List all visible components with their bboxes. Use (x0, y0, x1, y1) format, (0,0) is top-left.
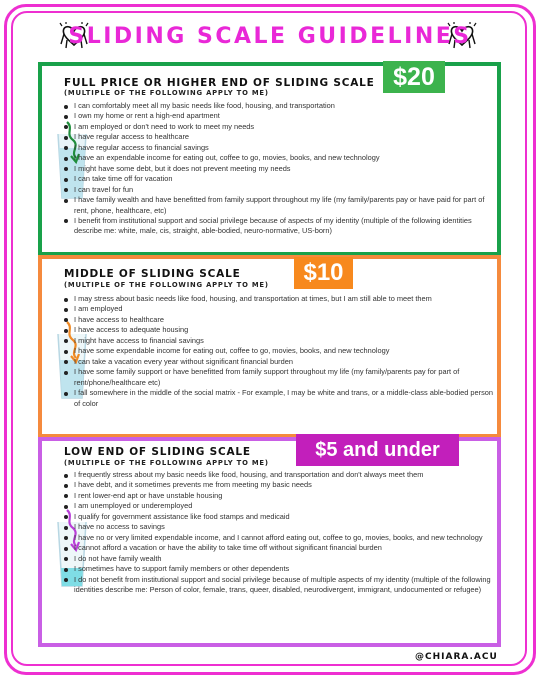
price-badge: $5 and under (296, 434, 459, 466)
section-heading: LOW END OF SLIDING SCALE (64, 446, 251, 458)
list-item: I have no access to savings (62, 522, 494, 532)
section-subheading: (MULTIPLE OF THE FOLLOWING APPLY TO ME) (64, 89, 269, 97)
list-item: I sometimes have to support family members or other dependents (62, 564, 494, 574)
list-item: I have regular access to healthcare (62, 132, 494, 142)
list-item: I may stress about basic needs like food, housing, and transportation at times, but I am still able to meet them (62, 294, 494, 304)
list-item: I am unemployed or underemployed (62, 501, 494, 511)
list-item: I might have access to financial savings (62, 336, 494, 346)
price-badge: $10 (294, 257, 353, 289)
list-item: I have access to healthcare (62, 315, 494, 325)
list-item: I benefit from institutional support and social privilege because of aspects of my identity (multiple of the following identities describe me: white, male, cis, straight, able-bodied, neuro-normative, US-born) (62, 216, 494, 237)
list-item: I can take time off for vacation (62, 174, 494, 184)
list-item: I have some family support or have benefitted from family support throughout my life (my family/parents pay for part of rent/phone/healthcare etc) (62, 367, 494, 388)
list-item: I rent lower-end apt or have unstable housing (62, 491, 494, 501)
page-title: SLIDING SCALE GUIDELINES (68, 24, 472, 49)
section-subheading: (MULTIPLE OF THE FOLLOWING APPLY TO ME) (64, 459, 269, 467)
list-item: I do not have family wealth (62, 554, 494, 564)
list-item: I can comfortably meet all my basic needs like food, housing, and transportation (62, 101, 494, 111)
list-item: I do not benefit from institutional support and social privilege because of multiple aspects of my identity (multiple of the following identities describe me: Person of color, female, trans, queer, disabled, neurodivergent, immigrant, undocumented or refugee) (62, 575, 494, 596)
list-item: I have family wealth and have benefitted from family support throughout my life (my family/parents pay or have paid for part of rent, phone, healthcare, etc) (62, 195, 494, 216)
list-item: I have access to adequate housing (62, 325, 494, 335)
list-item: I have no or very limited expendable income, and I cannot afford eating out, coffee to go, movies, books, and new technology (62, 533, 494, 543)
criteria-list (62, 470, 494, 595)
list-item: I fall somewhere in the middle of the social matrix - For example, I may be white and trans, or a middle-class able-bodied person of color (62, 388, 494, 409)
criteria-list (62, 101, 494, 237)
list-item: I can travel for fun (62, 185, 494, 195)
section-heading: FULL PRICE OR HIGHER END OF SLIDING SCALE (64, 77, 375, 89)
list-item: I cannot afford a vacation or have the ability to take time off without significant financial burden (62, 543, 494, 553)
list-item: I qualify for government assistance like food stamps and medicaid (62, 512, 494, 522)
list-item: I am employed or don't need to work to meet my needs (62, 122, 494, 132)
author-handle: @CHIARA.ACU (415, 652, 498, 662)
list-item: I own my home or rent a high-end apartment (62, 111, 494, 121)
price-badge: $20 (383, 61, 445, 93)
list-item: I have debt, and it sometimes prevents me from meeting my basic needs (62, 480, 494, 490)
list-item: I have regular access to financial savings (62, 143, 494, 153)
list-item: I might have some debt, but it does not prevent meeting my needs (62, 164, 494, 174)
list-item: I frequently stress about my basic needs like food, housing, and transportation and don't always meet them (62, 470, 494, 480)
section-heading: MIDDLE OF SLIDING SCALE (64, 268, 241, 280)
list-item: I have some expendable income for eating out, coffee to go, movies, books, and new technology (62, 346, 494, 356)
list-item: I am employed (62, 304, 494, 314)
criteria-list (62, 294, 494, 409)
list-item: I can take a vacation every year without significant financial burden (62, 357, 494, 367)
list-item: I have an expendable income for eating out, coffee to go, movies, books, and new technology (62, 153, 494, 163)
section-subheading: (MULTIPLE OF THE FOLLOWING APPLY TO ME) (64, 281, 269, 289)
